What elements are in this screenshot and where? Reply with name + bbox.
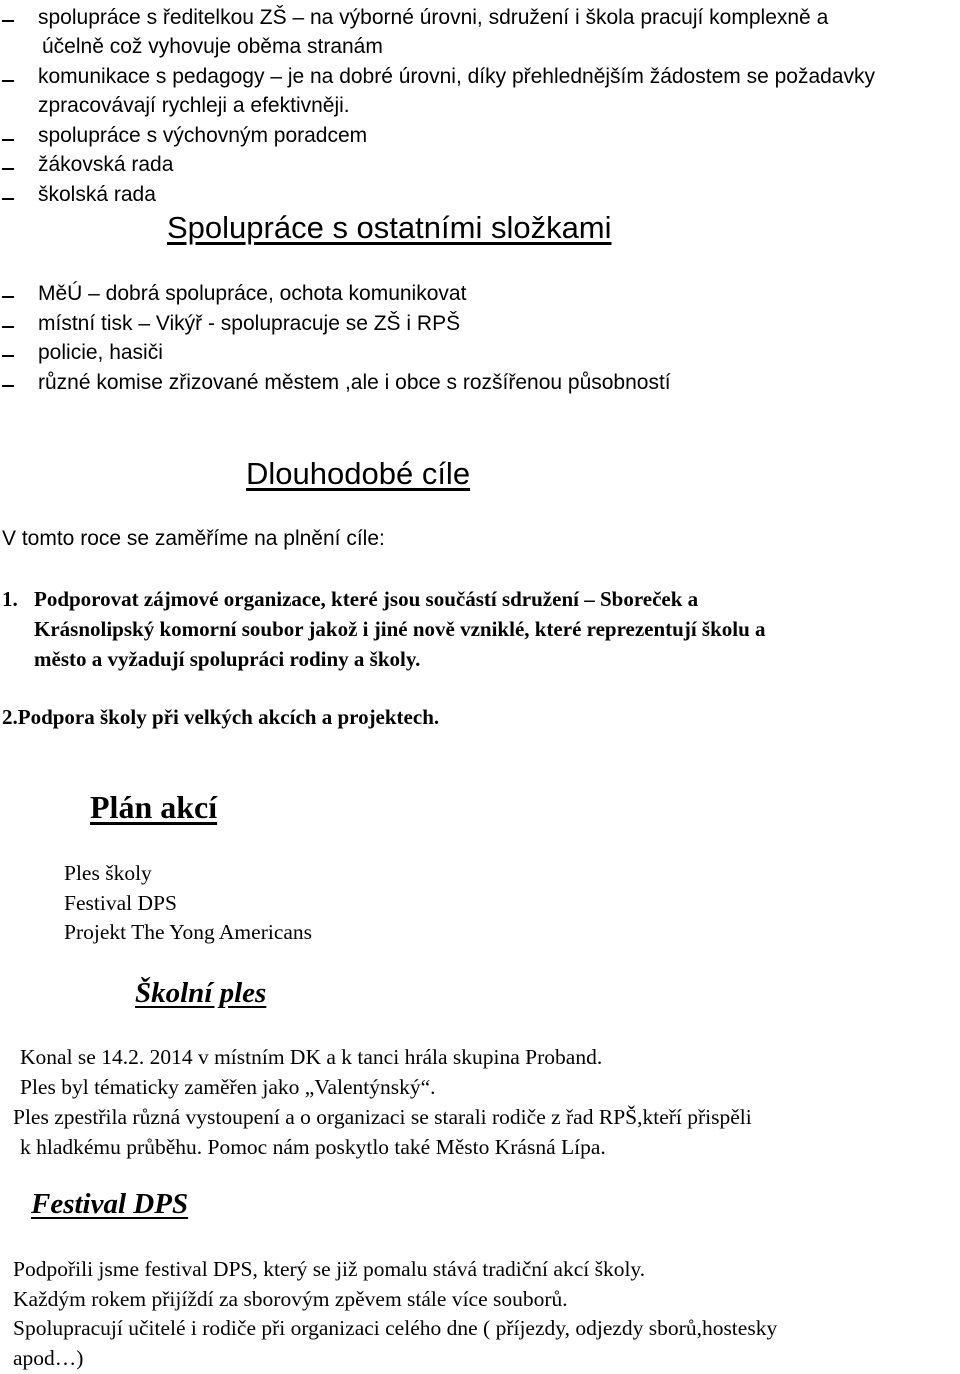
section-heading-goals: Dlouhodobé cíle (246, 456, 471, 491)
list-item: místní tisk – Vikýř - spolupracuje se ZŠ i RPŠ (38, 312, 461, 335)
list-item: komunikace s pedagogy – je na dobré úrovni, díky přehlednějším žádostem se požadavky (38, 65, 875, 88)
plan-item: Festival DPS (64, 891, 177, 915)
list-item: školská rada (38, 183, 156, 206)
festival-line: Podpořili jsme festival DPS, který se již pomalu stává tradiční akcí školy. (13, 1257, 646, 1281)
goal-text-line: Krásnolipský komorní soubor jakož i jiné nově vzniklé, které reprezentují školu a (34, 617, 766, 641)
list-dash (2, 168, 14, 170)
list-item: spolupráce s výchovným poradcem (38, 124, 368, 147)
list-dash (2, 198, 14, 200)
list-dash (2, 326, 14, 328)
list-dash (2, 80, 14, 82)
festival-line: apod…) (13, 1346, 84, 1370)
list-dash (2, 20, 14, 22)
section-heading-festival: Festival DPS (31, 1188, 189, 1220)
list-item: žákovská rada (38, 153, 174, 176)
list-item: spolupráce s ředitelkou ZŠ – na výborné úrovni, sdružení i škola pracují komplexně a (38, 6, 829, 29)
goal-text-line: Podporovat zájmové organizace, které jsou součástí sdružení – Sboreček a (34, 587, 699, 611)
festival-line: Každým rokem přijíždí za sborovým zpěvem stále více souborů. (13, 1287, 568, 1311)
section-heading-plan: Plán akcí (90, 789, 218, 825)
festival-line: Spolupracují učitelé i rodiče při organizaci celého dne ( příjezdy, odjezdy sborů,hostesky (13, 1316, 778, 1340)
section-heading-coop-other: Spolupráce s ostatními složkami (167, 210, 612, 245)
list-item: různé komise zřizované městem ,ale i obce s rozšířenou působností (38, 371, 671, 394)
ball-line: Ples zpestřila různá vystoupení a o organizaci se starali rodiče z řad RPŠ,kteří přispěli (13, 1105, 752, 1129)
list-dash (2, 355, 14, 357)
plan-item: Projekt The Yong Americans (64, 920, 313, 944)
list-dash (2, 385, 14, 387)
ball-line: Konal se 14.2. 2014 v místním DK a k tanci hrála skupina Proband. (20, 1045, 603, 1069)
list-item: MěÚ – dobrá spolupráce, ochota komunikovat (38, 282, 467, 305)
list-item: policie, hasiči (38, 341, 163, 364)
list-dash (2, 139, 14, 141)
goal-text-line: město a vyžadují spolupráci rodiny a školy. (34, 647, 421, 671)
goal-number: 1. (2, 587, 18, 611)
list-item-continuation: zpracovávají rychleji a efektivněji. (38, 94, 350, 117)
plan-item: Ples školy (64, 861, 152, 885)
section-heading-ball: Školní ples (135, 977, 267, 1009)
ball-line: k hladkému průběhu. Pomoc nám poskytlo také Město Krásná Lípa. (20, 1135, 606, 1159)
ball-line: Ples byl tématicky zaměřen jako „Valentýnský“. (20, 1075, 436, 1099)
goal-2: 2.Podpora školy při velkých akcích a projektech. (2, 705, 440, 729)
goals-intro: V tomto roce se zaměříme na plnění cíle: (2, 527, 385, 550)
list-item-continuation: účelně což vyhovuje oběma stranám (42, 35, 383, 58)
list-dash (2, 296, 14, 298)
